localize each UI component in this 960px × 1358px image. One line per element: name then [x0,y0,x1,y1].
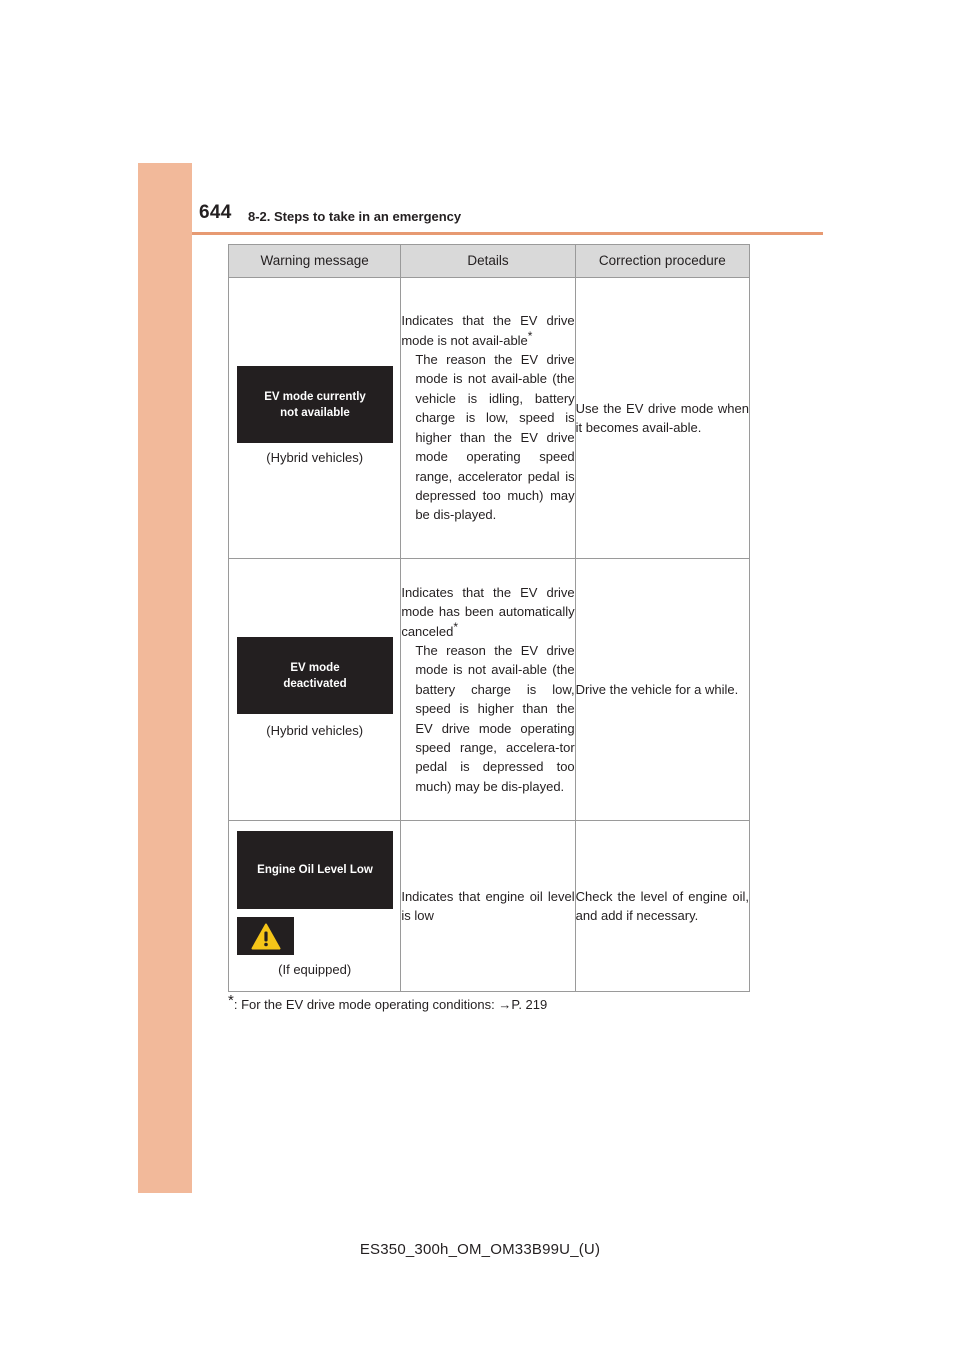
display-screen-image: EV mode deactivated [237,637,393,714]
header-rule [192,232,823,235]
section-title: 8-2. Steps to take in an emergency [248,209,462,224]
footnote-mark: * [228,992,234,1009]
warning-cell [229,821,401,992]
document-code: ES350_300h_OM_OM33B99U_(U) [359,1241,601,1258]
display-screen-image: EV mode currently not available [237,366,393,443]
display-screen-image: Engine Oil Level Low [237,831,393,909]
details-text: Indicates that the EV drive mode has been automatically canceled [401,584,575,639]
details-subtext: The reason the EV drive mode is not avail-able (the battery charge is low, speed is higher than the EV drive mode operating speed range, accelera-tor pedal is depressed too much) may be dis-played. [415,642,575,794]
warning-triangle-icon [237,917,294,955]
page-number: 644 [199,202,232,223]
footnote-text: : For the EV drive mode operating conditions: →P. 219 [233,997,548,1012]
footnote [228,992,548,1012]
column-header-warning: Warning message [229,245,401,278]
details-text: Indicates that the EV drive mode is not avail-able [401,313,575,348]
side-tab-band [138,163,192,1193]
warning-cell [229,278,401,559]
footnote-mark: * [527,328,533,343]
correction-cell: Use the EV drive mode when it becomes avail-able. [575,278,749,559]
table-row [229,278,750,559]
table-header-row [229,245,750,278]
column-header-correction: Correction procedure [575,245,749,278]
table-row [229,821,750,992]
table-row [229,559,750,821]
warning-message-table [228,244,750,992]
correction-cell: Drive the vehicle for a while. [575,559,749,821]
warning-cell [229,559,401,821]
equipment-caption: (If equipped) [278,962,352,977]
footnote-mark: * [453,619,459,634]
column-header-details: Details [401,245,575,278]
details-subtext: The reason the EV drive mode is not avail-able (the vehicle is idling, battery charge is low, speed is higher than the EV drive mode operating speed range, accelerator pedal is depressed too much) may be dis-played. [415,352,575,523]
vehicle-caption: (Hybrid vehicles) [266,450,364,465]
vehicle-caption: (Hybrid vehicles) [266,723,364,738]
details-cell [401,559,575,821]
details-cell [401,278,575,559]
details-cell: Indicates that engine oil level is low [401,821,575,992]
correction-cell: Check the level of engine oil, and add if necessary. [575,821,749,992]
